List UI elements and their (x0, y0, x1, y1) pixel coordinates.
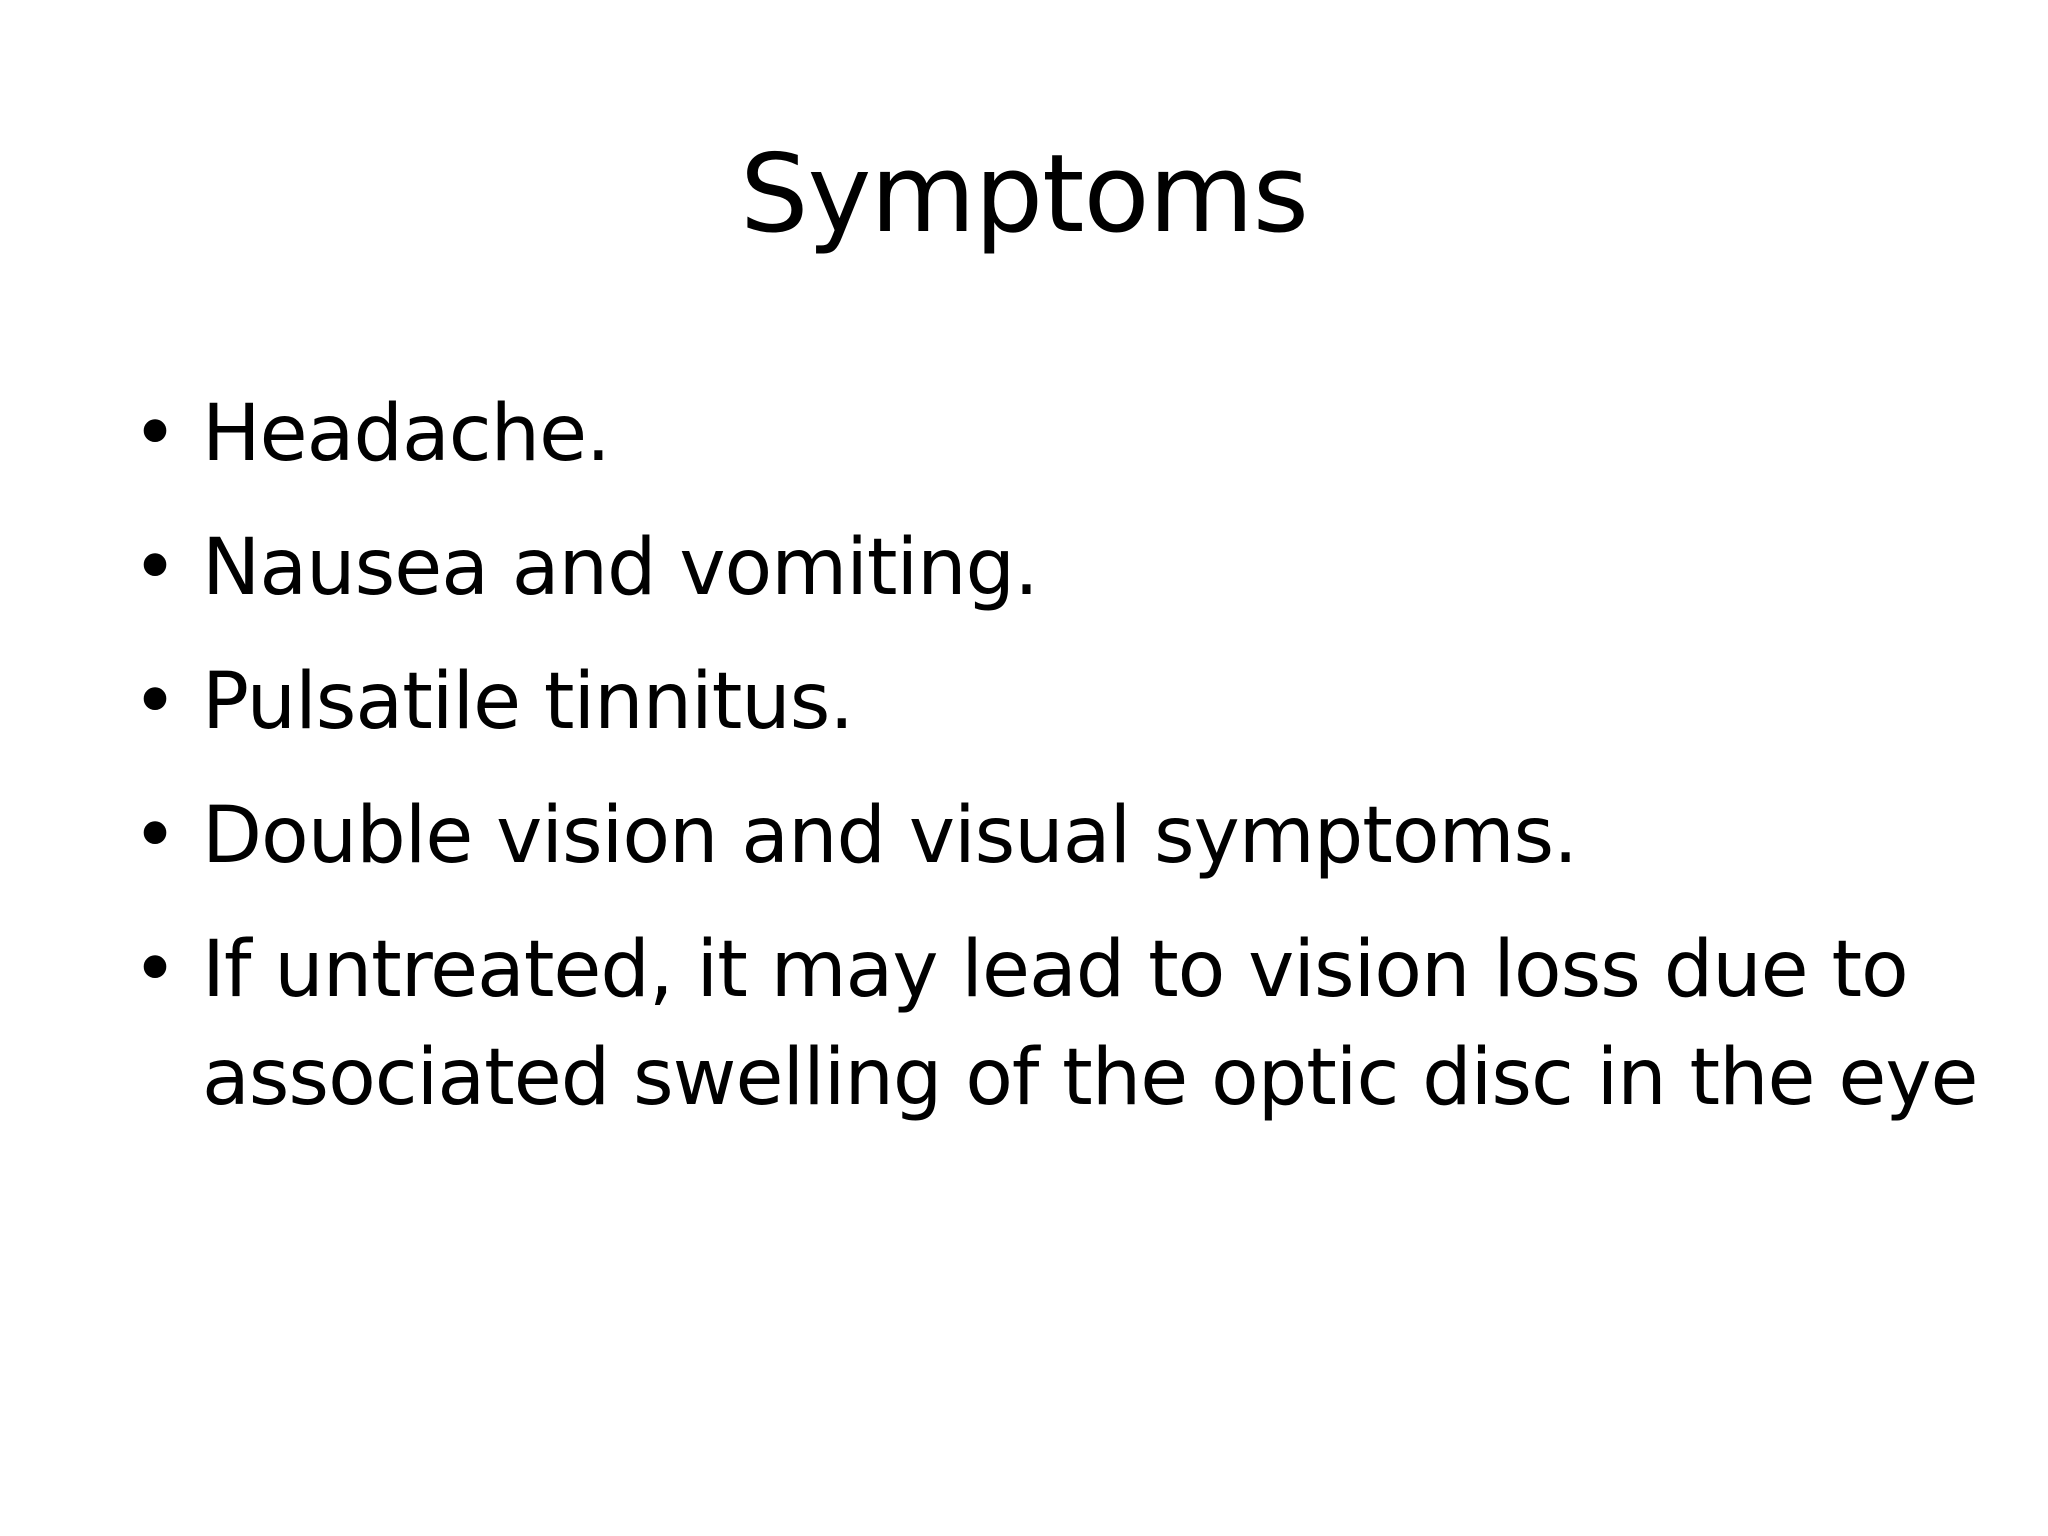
slide-title: Symptoms (739, 132, 1309, 257)
bullet-icon: • (132, 925, 178, 1015)
list-item (120, 648, 1980, 756)
bullet-text: Nausea and vomiting. (202, 523, 1038, 613)
list-item (120, 380, 1980, 488)
bullet-icon: • (132, 523, 178, 613)
list-item (120, 514, 1980, 622)
bullet-text: Pulsatile tinnitus. (202, 657, 854, 747)
bullet-text: If untreated, it may lead to vision loss due to associated swelling of the optic disc in the eye (202, 925, 1978, 1123)
bullet-list (120, 380, 1980, 1158)
bullet-text: Double vision and visual symptoms. (202, 791, 1577, 881)
list-item (120, 782, 1980, 890)
bullet-icon: • (132, 389, 178, 479)
bullet-text: Headache. (202, 389, 610, 479)
bullet-icon: • (132, 791, 178, 881)
bullet-icon: • (132, 657, 178, 747)
list-item (120, 916, 1980, 1132)
